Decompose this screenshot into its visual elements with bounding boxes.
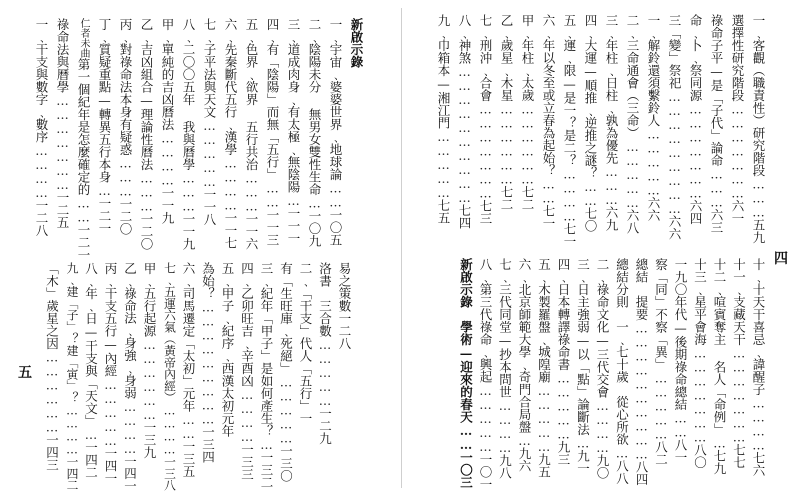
toc-entry-leader: …… — [265, 180, 280, 209]
toc-entry-title: 六﹑北京師範大學﹑奇門合局盤 — [517, 258, 532, 433]
toc-entry-title: 察「同」不察「異」 — [653, 258, 669, 371]
toc-entry-title: 總結分則 一﹑七十歲 從心所欲 — [614, 258, 630, 446]
toc-entry-title: 乙﹑祿命法﹑身強﹑身弱 — [122, 262, 138, 399]
toc-entry-page-number: 一三四 — [200, 425, 216, 463]
toc-entry-title: 丙﹑對祿命法本身有疑惑 — [118, 18, 133, 156]
toc-entry-leader: ……………………… — [667, 89, 682, 215]
toc-entry-title: 四﹑大運—順推﹑逆推之謎？ — [583, 14, 598, 179]
toc-entry — [180, 262, 197, 478]
toc-entry-leader: ……………… — [44, 349, 60, 434]
toc-entry — [477, 14, 494, 225]
toc-entry — [555, 258, 572, 466]
toc-entry-title: 丙﹑干支五行—內經 — [103, 262, 118, 377]
toc-entry — [645, 14, 662, 222]
toc-entry — [44, 262, 61, 471]
toc-entry-title: 十三﹑星平會海 — [692, 258, 708, 346]
toc-entry-title: 六﹑年以冬至或立春為起始？ — [541, 14, 556, 177]
toc-entry-title: 九﹑巾箱本—湘江門 — [436, 14, 451, 129]
toc-entry-page-number: 一一八 — [202, 188, 217, 226]
toc-entry-title: 八﹑年﹑日—干支與「天文」 — [83, 262, 99, 427]
toc-entry-leader: ……… — [751, 176, 766, 219]
toc-entry-page-number: 九五 — [536, 453, 552, 478]
toc-entry-page-number: 一四二 — [83, 441, 99, 479]
toc-entry-leader: ……… — [709, 166, 724, 209]
toc-entry — [708, 14, 725, 234]
toc-entry-leader: …… — [328, 180, 343, 209]
left-page-number: 五 — [18, 365, 32, 381]
toc-entry-leader: ………… — [239, 387, 255, 443]
toc-entry-leader: ………………… — [688, 101, 703, 200]
toc-entry — [435, 14, 452, 224]
toc-entry — [222, 18, 239, 249]
toc-entry-page-number: 七四 — [457, 204, 472, 229]
toc-entry-page-number: 六六 — [667, 215, 682, 240]
toc-entry-title: 易之策數 — [337, 262, 352, 312]
toc-entry — [243, 18, 260, 250]
toc-entry-leader: …… — [583, 179, 598, 207]
toc-entry — [348, 18, 365, 68]
toc-entry-leader: …………… — [317, 337, 333, 407]
toc-entry — [536, 258, 553, 478]
toc-entry-page-number: 一二五 — [55, 191, 70, 229]
toc-entry-leader: ………… — [65, 403, 79, 456]
toc-entry-title: 甲﹑單純的吉凶曆法 — [160, 18, 175, 131]
toc-entry — [102, 262, 119, 485]
toc-entry — [498, 14, 515, 211]
toc-entry — [180, 18, 197, 250]
toc-entry — [519, 14, 536, 211]
toc-entry — [264, 18, 281, 246]
toc-entry-title: 五﹑運﹑限—是一？是二？ — [562, 14, 577, 167]
toc-entry-title: 八﹑神煞 — [457, 14, 472, 64]
toc-entry — [624, 14, 641, 234]
toc-entry-page-number: 八〇 — [692, 443, 708, 469]
toc-entry-title: 七﹑五運六氣（黃帝內經） — [162, 262, 177, 404]
toc-entry-leader: …………… — [625, 139, 640, 209]
toc-entry-leader: …… — [673, 410, 688, 439]
toc-entry-title: 命﹑卜﹑祭同源 — [688, 14, 703, 102]
toc-entry-title: 十二﹑喧賓奪主 名人「命例」 — [712, 258, 727, 436]
toc-entry-leader: ………… — [751, 395, 766, 452]
toc-entry-leader: …… — [76, 195, 91, 224]
toc-entry — [117, 18, 134, 235]
toc-entry-page-number: 五九 — [751, 218, 766, 244]
toc-entry-leader: ………………………… — [457, 64, 472, 204]
toc-entry-page-number: 一一九 — [160, 186, 175, 224]
toc-entry-page-number: 八一 — [673, 438, 688, 464]
toc-entry — [141, 262, 158, 459]
toc-entry-leader: …… — [181, 412, 196, 440]
toc-entry-title: 四﹑乙卯旺吉﹑辛酉凶 — [239, 262, 255, 387]
toc-entry — [201, 18, 218, 226]
toc-entry — [138, 18, 155, 250]
toc-entry-title: 有「生旺庫﹑死絕」 — [278, 262, 294, 375]
toc-entry-page-number: 七三 — [478, 199, 493, 225]
toc-entry-title: 三「變」祭祀 — [667, 14, 682, 89]
toc-entry-leader: ………………… — [731, 345, 747, 444]
toc-entry-page-number: 六六 — [646, 196, 661, 222]
toc-entry-leader: …………… — [556, 370, 571, 441]
toc-entry-page-number: 六八 — [625, 209, 640, 234]
toc-entry-leader: ………… — [223, 155, 238, 212]
toc-entry-page-number: 九八 — [497, 454, 513, 479]
toc-entry-page-number: 一三五 — [181, 440, 196, 478]
toc-entry — [122, 262, 139, 492]
toc-entry-leader: … — [259, 437, 274, 451]
toc-entry-title: 五﹑色界﹑欲界 五行共治 — [244, 18, 259, 171]
toc-entry-title: 八﹑第三代祿命﹑興起 — [478, 258, 493, 383]
toc-entry-title: 丁﹑質疑重點—轉異五行本身 — [97, 18, 112, 183]
toc-entry-page-number: 一〇三 — [458, 451, 474, 489]
toc-entry-page-number: 一四三 — [44, 433, 60, 471]
toc-entry-leader: ………… — [34, 143, 49, 199]
toc-entry-page-number: 七五 — [436, 199, 451, 224]
toc-entry-leader: ………………………… — [634, 320, 649, 461]
toc-entry-title: 甲﹑年柱﹑太歲 — [520, 14, 535, 102]
toc-entry-page-number: 一一九 — [181, 212, 196, 250]
toc-entry-page-number: 七六 — [751, 451, 766, 477]
toc-entry-prefix: 仁者未曲 — [78, 18, 89, 58]
toc-entry-page-number: 六三 — [709, 208, 724, 234]
toc-entry-leader: ………………… — [55, 93, 70, 191]
toc-entry-title: 七﹑子平法與天文 — [202, 18, 217, 118]
toc-entry-page-number: 一四一 — [122, 454, 138, 493]
toc-entry-page-number: 九〇 — [595, 454, 610, 479]
toc-entry — [561, 14, 578, 248]
toc-entry — [540, 14, 557, 230]
toc-entry-page-number: 一三八 — [162, 455, 177, 492]
toc-entry — [750, 258, 767, 477]
toc-entry-leader: …… — [541, 176, 556, 205]
toc-entry-title: 第一個紀年是怎麼確定的 — [76, 58, 91, 196]
toc-entry-page-number: 一〇五 — [328, 208, 343, 246]
toc-entry — [614, 258, 631, 485]
toc-entry-title: 三﹑紀年「甲子」是如何產生？ — [259, 262, 274, 437]
toc-entry-leader: … — [712, 435, 727, 450]
toc-entry-title: 總結 提要 — [634, 258, 649, 321]
toc-entry-page-number: 一〇一 — [478, 453, 493, 491]
toc-entry-leader: ………………… — [478, 101, 493, 200]
toc-entry-title: 洛書 三合數 — [317, 262, 333, 337]
toc-entry-page-number: 六四 — [688, 199, 703, 225]
toc-entry-leader: ……… — [604, 164, 619, 206]
toc-entry-page-number: 七二 — [499, 185, 514, 211]
toc-entry-leader: …………… — [436, 129, 451, 199]
toc-entry — [575, 258, 592, 475]
toc-entry-leader: … — [307, 195, 322, 210]
toc-entry-title: 二﹑陰陽未分 無男女雙性生命 — [307, 18, 322, 196]
toc-entry-leader: … — [97, 183, 112, 197]
toc-entry-title: 一﹑客觀（職責性）研究階段 — [751, 14, 766, 177]
toc-entry-leader: … — [614, 445, 630, 460]
toc-entry-page-number: 一 — [298, 412, 313, 425]
toc-entry-page-number: 一一六 — [244, 212, 259, 250]
toc-entry-title: 十一﹑支藏天干 — [731, 258, 747, 346]
toc-entry-leader: … — [286, 193, 301, 207]
toc-entry-title: 祿命法與曆學 — [55, 18, 70, 93]
toc-entry — [258, 262, 275, 489]
toc-entry — [96, 18, 113, 235]
toc-entry-title: 二﹑「干支」代人「五行」 — [298, 262, 313, 412]
toc-entry-leader: ………………… — [692, 345, 708, 444]
toc-entry-page-number: 八八 — [614, 459, 630, 485]
toc-entry-title: 新啟示錄 學術—迎來的春天 — [458, 258, 474, 423]
toc-entry — [306, 18, 323, 247]
toc-entry — [692, 258, 709, 469]
toc-entry-title: 「木」歲星之因 — [44, 262, 60, 350]
toc-entry — [336, 262, 353, 350]
toc-entry — [672, 258, 689, 464]
toc-entry-page-number: 八四 — [634, 460, 649, 486]
toc-entry-leader: ………………… — [730, 101, 745, 200]
toc-entry-leader: ………… — [122, 398, 138, 455]
toc-entry — [711, 258, 728, 475]
toc-entry-title: 新啟示錄 — [349, 18, 364, 68]
toc-entry-page-number: 七〇 — [583, 207, 598, 232]
toc-entry — [653, 258, 670, 466]
toc-entry-title: 七﹑三代同堂—抄本問世 — [497, 258, 513, 398]
toc-entry-leader: ………… — [497, 398, 513, 454]
toc-entry-title: 乙﹑吉凶組合—理論性曆法 — [139, 18, 154, 171]
toc-entry — [54, 18, 71, 229]
toc-entry — [731, 258, 748, 469]
toc-entry-title: 五﹑甲子﹑紀序﹑西漢太初元年 — [220, 262, 235, 437]
toc-entry-page-number: 一一三 — [265, 208, 280, 246]
toc-entry-leader: ……… — [244, 170, 259, 213]
toc-entry-title: 四﹑有「陰陽」而無「五行」 — [265, 18, 280, 181]
toc-entry-page-number: 七一 — [562, 222, 577, 248]
toc-entry-leader: ……………………… — [200, 299, 216, 426]
toc-entry-title: 甲﹑五行起源 — [142, 262, 157, 337]
toc-entry-leader: … — [575, 435, 591, 450]
toc-entry-page-number: 一三九 — [142, 421, 157, 459]
toc-entry-page-number: 一二八 — [34, 199, 49, 237]
toc-entry-leader: …………… — [478, 383, 493, 453]
toc-entry — [63, 262, 80, 491]
toc-entry-page-number: 一二一 — [97, 197, 112, 235]
toc-entry-leader: …………… — [646, 126, 661, 197]
toc-entry — [83, 262, 100, 479]
toc-entry — [582, 14, 599, 232]
toc-entry-title: 三﹑日主強弱—以「點」論斷法 — [575, 258, 591, 436]
toc-entry-page-number: 九一 — [575, 449, 591, 475]
toc-entry — [666, 14, 683, 240]
toc-entry — [687, 14, 704, 225]
toc-entry-leader: …… — [458, 423, 474, 451]
toc-entry-title: 三﹑年柱﹑日柱﹑孰為優先 — [604, 14, 619, 164]
toc-entry — [456, 14, 473, 229]
toc-entry — [285, 18, 302, 245]
toc-entry-leader: … — [83, 427, 99, 441]
toc-entry-title: 八﹑二〇〇五年 我與曆學 — [181, 18, 196, 171]
toc-entry-leader: ………… — [595, 398, 610, 454]
toc-entry-page-number: 一三三 — [239, 443, 255, 481]
toc-entry-page-number: 六九 — [604, 206, 619, 231]
toc-entry-leader: ……………… — [499, 101, 514, 186]
toc-entry-leader: …………… — [202, 118, 217, 188]
toc-entry-title: 六﹑先秦斷代五行﹑漢學 — [223, 18, 238, 156]
toc-entry-title: 六﹑司馬遷定「太初」元年 — [181, 262, 196, 412]
toc-entry-title: 為始？ — [200, 262, 216, 300]
toc-entry-page-number: 七九 — [712, 449, 727, 475]
toc-entry — [603, 14, 620, 231]
toc-entry — [239, 262, 256, 481]
toc-entry — [297, 262, 314, 425]
toc-entry-title: 七﹑刑沖﹑合會 — [478, 14, 493, 102]
toc-entry-page-number: 一〇九 — [307, 209, 322, 247]
toc-entry — [497, 258, 514, 479]
toc-entry-title: 選擇性研究階段 — [730, 14, 745, 102]
toc-entry-leader: …………… — [536, 383, 552, 453]
toc-entry-page-number: 一二〇 — [139, 212, 154, 250]
toc-entry-page-number: 一四一 — [103, 447, 118, 485]
toc-entry-title: 四﹑日本轉譯祿命書 — [556, 258, 571, 371]
toc-entry-page-number: 一二一 — [76, 223, 91, 261]
right-page — [402, 0, 804, 497]
toc-entry — [594, 258, 611, 479]
toc-entry-leader: ……………… — [520, 101, 535, 186]
toc-entry — [159, 18, 176, 224]
toc-entry — [317, 262, 334, 445]
toc-entry-title: 乙﹑歲星﹑木星 — [499, 14, 514, 102]
toc-entry-title: 一﹑解鈴還須繫鈴人 — [646, 14, 661, 127]
toc-entry — [278, 262, 295, 482]
toc-entry — [161, 262, 178, 491]
toc-entry-title: 祿命子平—是「子代」論命 — [709, 14, 724, 167]
toc-entry-leader: … — [517, 433, 532, 447]
toc-entry — [75, 18, 92, 261]
toc-entry-page-number: 七二 — [520, 185, 535, 211]
toc-entry-page-number: 七七 — [731, 443, 747, 469]
toc-entry-page-number: 九六 — [517, 447, 532, 472]
toc-entry — [219, 262, 236, 437]
toc-entry-leader: ……… — [118, 155, 133, 198]
toc-entry — [516, 258, 533, 472]
toc-entry — [633, 258, 650, 486]
toc-entry-title: 二﹑三命通會（三命） — [625, 14, 640, 139]
toc-entry-page-number: 七一 — [541, 204, 556, 230]
toc-entry — [458, 258, 475, 489]
toc-entry-leader: ……… — [181, 170, 196, 213]
toc-entry-title: 五﹑木製羅盤﹑城隍廟 — [536, 258, 552, 383]
toc-entry-page-number: 八二 — [653, 440, 669, 466]
toc-entry — [200, 262, 217, 463]
toc-entry-page-number: 一一一 — [286, 207, 301, 245]
toc-entry — [750, 14, 767, 244]
toc-entry-page-number: 一二九 — [317, 407, 333, 445]
toc-entry-title: 三﹑道成肉身﹑有太極﹑無陰陽 — [286, 18, 301, 193]
toc-entry-page-number: 一三〇 — [278, 444, 294, 482]
toc-entry-page-number: 一四二 — [65, 455, 79, 492]
toc-entry-leader: ………… — [562, 166, 577, 223]
toc-entry-title: 十﹑十天干喜忌﹑諱醒子 — [751, 258, 766, 396]
toc-entry — [327, 18, 344, 246]
right-page-number: 四 — [774, 251, 788, 267]
toc-entry-title: 九﹑建「子」？建「寅」？ — [65, 262, 79, 404]
toc-entry-page-number: 一二〇 — [118, 197, 133, 235]
toc-entry-page-number: 一一七 — [223, 211, 238, 249]
toc-entry-title: 一﹑干支與數字﹑數序 — [34, 18, 49, 143]
toc-entry-page-number: 九三 — [556, 440, 571, 466]
toc-entry — [33, 18, 50, 237]
toc-entry-page-number: 六一 — [730, 199, 745, 225]
toc-entry-leader: …………… — [278, 374, 294, 445]
toc-entry-title: 二﹑祿命文化—三代交會 — [595, 258, 610, 398]
toc-entry-leader: ……………… — [142, 337, 157, 421]
toc-entry-title: 一九〇年代—後期祿命總結 — [673, 258, 688, 411]
toc-entry-leader: …………… — [103, 377, 118, 447]
toc-entry-leader: …………… — [653, 370, 669, 441]
toc-entry-page-number: 一二八 — [337, 312, 352, 350]
toc-entry-leader: ……… — [139, 170, 154, 213]
toc-entry — [477, 258, 494, 491]
toc-entry-leader: ………… — [162, 403, 177, 456]
toc-entry — [729, 14, 746, 225]
toc-entry-title: 一﹑宇宙﹑婆婆世界﹑地球論 — [328, 18, 343, 181]
toc-entry-page-number: 一三二 — [259, 451, 274, 489]
toc-entry-leader: ………… — [160, 130, 175, 187]
